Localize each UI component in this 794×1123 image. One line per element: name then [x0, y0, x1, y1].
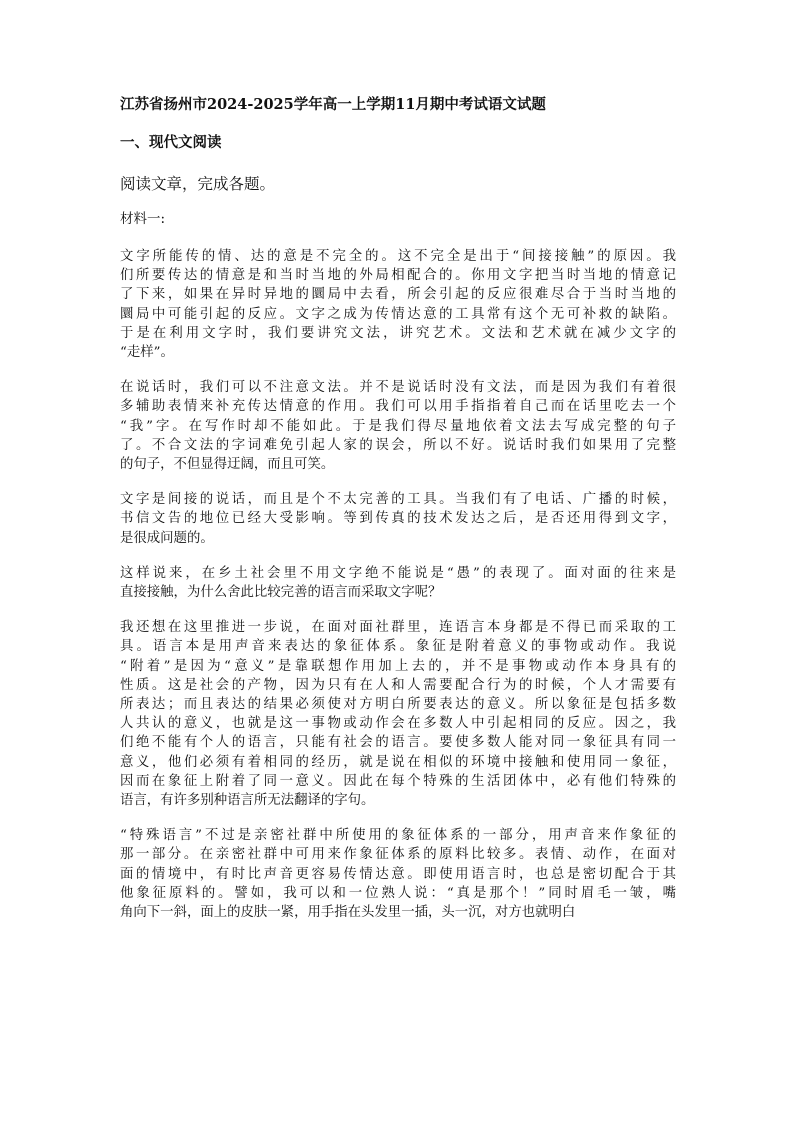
- paragraph-line: 这样说来，在乡土社会里不用文字绝不能说是“愚”的表现了。面对面的往来是: [120, 565, 676, 581]
- paragraph-line: 书信文告的地位已经大受影响。等到传真的技术发达之后，是否还用得到文字，: [120, 511, 676, 527]
- passage-paragraph: [120, 618, 676, 810]
- paragraph-line: 们所要传达的情意是和当时当地的外局相配合的。你用文字把当时当地的情意记: [120, 268, 676, 284]
- paragraph-line: 性质。这是社会的产物，因为只有在人和人需要配合行为的时候，个人才需要有: [120, 677, 676, 693]
- passage-paragraph: [120, 247, 676, 362]
- paragraph-line: 的句子，不但显得迂阔，而且可笑。: [120, 457, 335, 473]
- paragraph-line: 直接接触，为什么舍此比较完善的语言而采取文字呢？: [120, 585, 442, 601]
- paragraph-line: 我还想在这里推进一步说，在面对面社群里，连语言本身都是不得已而采取的工: [120, 620, 676, 636]
- paragraph-line: 面的情境中，有时比声音更容易传情达意。即使用语言时，也总是密切配合于其: [120, 866, 676, 882]
- paragraph-line: 人共认的意义，也就是这一事物或动作会在多数人中引起相同的反应。因之，我: [120, 716, 676, 732]
- paragraph-line: “走样”。: [120, 345, 174, 361]
- paragraph-line: “我”字。在写作时却不能如此。于是我们得尽量地依着文法去写成完整的句子: [120, 418, 676, 434]
- paragraph-line: 多辅助表情来补充传达情意的作用。我们可以用手指指着自己而在话里吃去一个: [120, 399, 676, 415]
- paragraph-line: 因而在象征上附着了同一意义。因此在每个特殊的生活团体中，必有他们特殊的: [120, 773, 676, 789]
- passage-paragraph: [120, 378, 676, 474]
- reading-instruction: 阅读文章，完成各题。: [120, 175, 276, 193]
- paragraph-line: 了。不合文法的字词难免引起人家的误会，所以不好。说话时我们如果用了完整: [120, 437, 676, 453]
- paragraph-line: 那一部分。在亲密社群中可用来作象征体系的原料比较多。表情、动作，在面对: [120, 847, 676, 863]
- paragraph-line: 了下来，如果在异时异地的圜局中去看，所会引起的反应很难尽合于当时当地的: [120, 287, 676, 303]
- paragraph-line: 语言，有许多别种语言所无法翻译的字句。: [120, 793, 375, 809]
- material-label: 材料一:: [120, 211, 166, 227]
- paragraph-line: 所表达；而且表达的结果必须使对方明白所要表达的意义。所以象征是包括多数: [120, 697, 676, 713]
- paragraph-line: 意义，他们必须有着相同的经历，就是说在相似的环境中接触和使用同一象征，: [120, 754, 676, 770]
- paragraph-line: 角向下一斜，面上的皮肤一紧，用手指在头发里一插，头一沉，对方也就明白: [120, 905, 576, 921]
- paragraph-line: 在说话时，我们可以不注意文法。并不是说话时没有文法，而是因为我们有着很: [120, 380, 676, 396]
- paragraph-line: 具。语言本是用声音来表达的象征体系。象征是附着意义的事物或动作。我说: [120, 639, 676, 655]
- paragraph-line: 是很成问题的。: [120, 530, 214, 546]
- paragraph-line: 文字所能传的情、达的意是不完全的。这不完全是出于“间接接触”的原因。我: [120, 249, 676, 264]
- passage-body: [120, 247, 676, 922]
- paragraph-line: 圜局中可能引起的反应。文字之成为传情达意的工具常有这个无可补救的缺陷。: [120, 306, 676, 322]
- paragraph-line: 文字是间接的说话，而且是个不太完善的工具。当我们有了电话、广播的时候，: [120, 492, 676, 508]
- passage-paragraph: [120, 490, 676, 548]
- paragraph-line: 们绝不能有个人的语言，只能有社会的语言。要使多数人能对同一象征具有同一: [120, 735, 676, 751]
- paragraph-line: “附着”是因为“意义”是靠联想作用加上去的，并不是事物或动作本身具有的: [120, 658, 676, 674]
- passage-paragraph: [120, 564, 676, 602]
- paragraph-line: 于是在利用文字时，我们要讲究文法，讲究艺术。文法和艺术就在减少文字的: [120, 325, 676, 341]
- section-heading: 一、现代文阅读: [120, 134, 222, 151]
- paragraph-line: 他象征原料的。譬如，我可以和一位熟人说：“真是那个！”同时眉毛一皱，嘴: [120, 885, 676, 901]
- document-title: 江苏省扬州市2024-2025学年高一上学期11月期中考试语文试题: [120, 96, 546, 113]
- passage-paragraph: [120, 826, 676, 922]
- paragraph-line: “特殊语言”不过是亲密社群中所使用的象征体系的一部分，用声音来作象征的: [120, 828, 676, 844]
- document-page: [120, 95, 676, 938]
